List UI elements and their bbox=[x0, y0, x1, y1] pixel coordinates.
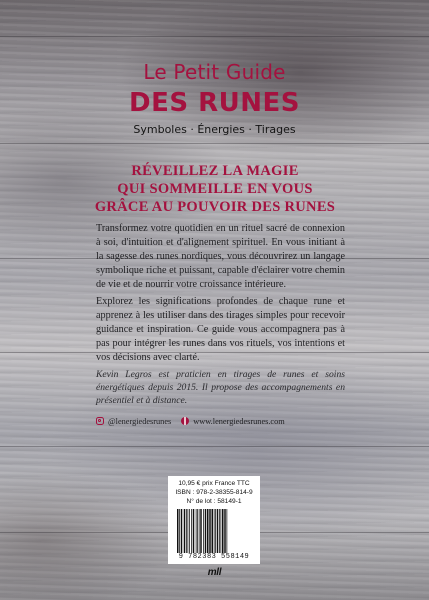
barcode-bar bbox=[193, 509, 195, 553]
wood-grain-line bbox=[0, 143, 429, 144]
lot-number: N° de lot : 58149-1 bbox=[186, 498, 242, 505]
author-bio: Kevin Legros est praticien en tirages de runes et soins énergétiques depuis 2015. Il propose des accompagnements en présentiel et à distance. bbox=[96, 369, 345, 406]
description-paragraph-1: Transformez votre quotidien en un rituel sacré de connexion à soi, d'intuition et d'alignement spirituel. En vous initiant à la sagesse des runes nordiques, vous découvrirez un langage symbolique riche et puissant, capable d'éclairer votre chemin de vie et de nourrir votre croissance intérieure. bbox=[96, 223, 345, 290]
instagram-icon bbox=[96, 417, 104, 425]
barcode-bar bbox=[181, 509, 183, 553]
barcode-bar bbox=[191, 509, 192, 553]
barcode-bar bbox=[199, 509, 200, 553]
barcode-bar bbox=[184, 509, 186, 553]
barcode-bar bbox=[188, 509, 189, 553]
barcode-bar bbox=[207, 509, 209, 553]
website-link[interactable]: www.lenergiedesrunes.com bbox=[193, 416, 285, 426]
barcode-bar bbox=[186, 509, 187, 553]
barcode-bar bbox=[224, 509, 226, 553]
barcode-bar bbox=[179, 509, 180, 553]
description-paragraph-2: Explorez les significations profondes de chaque rune et apprenez à les utiliser dans des tirages simples pour recevoir guidance et inspiration. Ce guide vous accompagnera pas à pas pour intégrer les runes dans vos rituels, vos intentions et vos décisions avec clarté. bbox=[96, 296, 345, 363]
wood-grain-line bbox=[0, 446, 429, 447]
barcode-bar bbox=[197, 509, 198, 553]
barcode-bar bbox=[205, 509, 207, 553]
wood-grain-line bbox=[0, 36, 429, 37]
barcode-bar bbox=[227, 509, 228, 553]
barcode-bar bbox=[212, 509, 214, 553]
tagline-line: QUI SOMMEILLE EN VOUS bbox=[117, 181, 313, 197]
barcode-box bbox=[168, 476, 260, 564]
title-small: Le Petit Guide bbox=[143, 60, 286, 84]
tagline bbox=[90, 162, 340, 216]
barcode-bar bbox=[217, 509, 219, 553]
instagram-handle[interactable]: @lenergiedesrunes bbox=[108, 416, 172, 426]
price-label: 10,95 € prix France TTC bbox=[178, 480, 250, 487]
barcode bbox=[176, 509, 254, 553]
isbn-label: ISBN : 978-2-38355-814-9 bbox=[175, 489, 253, 496]
barcode-bar bbox=[200, 509, 202, 553]
barcode-bar bbox=[219, 509, 220, 553]
globe-icon bbox=[181, 417, 189, 425]
barcode-bar bbox=[222, 509, 224, 553]
barcode-bar bbox=[203, 509, 204, 553]
barcode-bar bbox=[221, 509, 222, 553]
barcode-bar bbox=[196, 509, 197, 553]
tagline-line: RÉVEILLEZ LA MAGIE bbox=[131, 163, 299, 179]
ean-number: 9 782383 558149 bbox=[178, 553, 250, 561]
contact-line bbox=[96, 414, 346, 428]
title-main: DES RUNES bbox=[129, 88, 300, 118]
tagline-line: GRÂCE AU POUVOIR DES RUNES bbox=[94, 199, 336, 215]
barcode-bar bbox=[214, 509, 215, 553]
barcode-bar bbox=[189, 509, 190, 553]
subtitle: Symboles · Énergies · Tirages bbox=[133, 123, 296, 136]
publisher-logo: mll bbox=[207, 567, 222, 578]
barcode-bar bbox=[177, 509, 179, 553]
barcode-bar bbox=[209, 509, 211, 553]
barcode-bar bbox=[215, 509, 216, 553]
